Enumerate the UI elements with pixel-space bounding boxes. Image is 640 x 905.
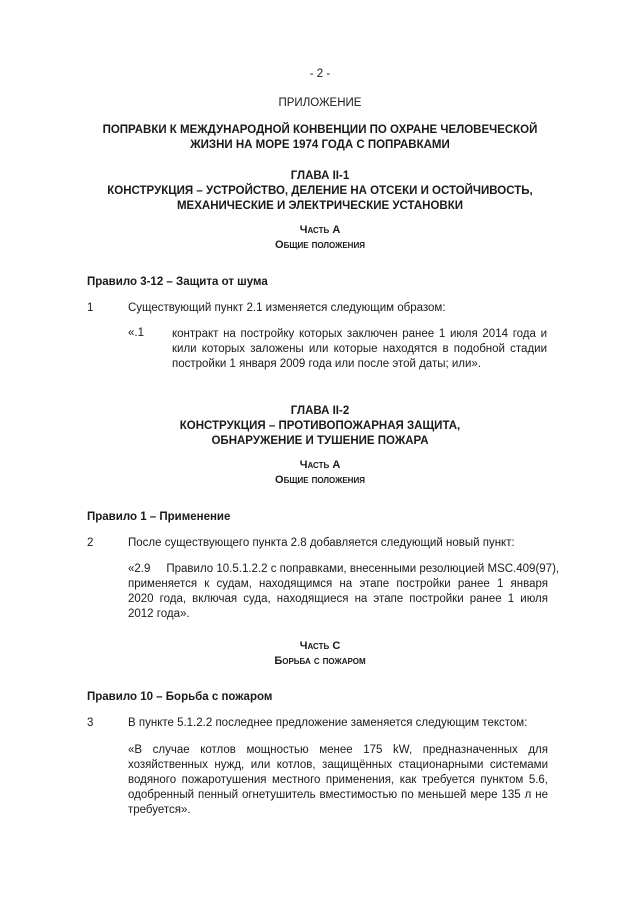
main-title-line2: ЖИЗНИ НА МОРЕ 1974 ГОДА С ПОПРАВКАМИ — [190, 139, 450, 151]
quote-2-text — [128, 562, 560, 622]
quote-1-number: «.1 — [128, 327, 144, 339]
chapter1-part-label: Часть A — [299, 224, 341, 236]
chapter1-title-line2: МЕХАНИЧЕСКИЕ И ЭЛЕКТРИЧЕСКИЕ УСТАНОВКИ — [176, 200, 464, 212]
page-number: - 2 - — [309, 68, 331, 80]
rule-10-title: Правило 10 – Борьба с пожаром — [87, 691, 273, 703]
rule-1-title: Правило 1 – Применение — [87, 511, 231, 523]
quote-2-line3: 2020 года, включая суда, находящиеся на этапе постройки ранее 1 июля — [128, 593, 548, 605]
main-title-line1: ПОПРАВКИ К МЕЖДУНАРОДНОЙ КОНВЕНЦИИ ПО ОХРАНЕ ЧЕЛОВЕЧЕСКОЙ — [102, 124, 538, 136]
chapter2-partc-title: Борьба с пожаром — [274, 655, 366, 667]
quote-2-line1: «2.9 Правило 10.5.1.2.2 с поправками, внесенными резолюцией MSC.409(97), — [128, 563, 560, 575]
item-2-text: После существующего пункта 2.8 добавляется следующий новый пункт: — [128, 537, 515, 549]
annex-title: ПРИЛОЖЕНИЕ — [278, 97, 362, 109]
chapter1-title-line1: КОНСТРУКЦИЯ – УСТРОЙСТВО, ДЕЛЕНИЕ НА ОТСЕКИ И ОСТОЙЧИВОСТЬ, — [107, 185, 533, 197]
quote-3-line5: требуется». — [128, 804, 191, 816]
item-1-number: 1 — [87, 302, 94, 314]
chapter1-label: ГЛАВА II-1 — [290, 170, 350, 182]
rule-3-12-title: Правило 3-12 – Защита от шума — [87, 276, 268, 288]
quote-3-line4: одобренный пенный огнетушитель вместимостью по меньшей мере 135 л не — [128, 789, 548, 801]
chapter2-partc-label: Часть C — [299, 640, 341, 652]
quote-3-line1: «В случае котлов мощностью менее 175 kW, предназначенных для — [128, 744, 548, 756]
item-3-text: В пункте 5.1.2.2 последнее предложение заменяется следующим текстом: — [128, 717, 528, 729]
item-3-number: 3 — [87, 717, 94, 729]
quote-1-text — [172, 327, 547, 372]
chapter2-title-line1: КОНСТРУКЦИЯ – ПРОТИВОПОЖАРНАЯ ЗАЩИТА, — [179, 420, 461, 432]
quote-3-line2: хозяйственных нужд, или котлов, защищённых стационарными системами — [128, 759, 548, 771]
chapter2-title-line2: ОБНАРУЖЕНИЕ И ТУШЕНИЕ ПОЖАРА — [211, 435, 429, 447]
chapter2-part-label: Часть A — [299, 459, 341, 471]
item-1-text: Существующий пункт 2.1 изменяется следующим образом: — [128, 302, 446, 314]
quote-3-text — [128, 743, 548, 818]
quote-1-line1: контракт на постройку которых заключен ранее 1 июля 2014 года и — [172, 328, 547, 340]
quote-1-line3: постройки 1 января 2009 года или после этой даты; или». — [172, 358, 482, 370]
chapter2-part-title: Общие положения — [275, 474, 365, 486]
chapter2-label: ГЛАВА II-2 — [290, 405, 350, 417]
quote-1-line2: кили которых заложены или которые находятся в подобной стадии — [172, 343, 547, 355]
item-2-number: 2 — [87, 537, 94, 549]
quote-2-line2: применяется к судам, находящимся на этапе постройки ранее 1 января — [128, 578, 548, 590]
chapter1-part-title: Общие положения — [275, 239, 365, 251]
quote-3-line3: водяного пожаротушения местного применения, как требуется пунктом 5.6, — [128, 774, 548, 786]
quote-2-line4: 2012 года». — [128, 608, 190, 620]
